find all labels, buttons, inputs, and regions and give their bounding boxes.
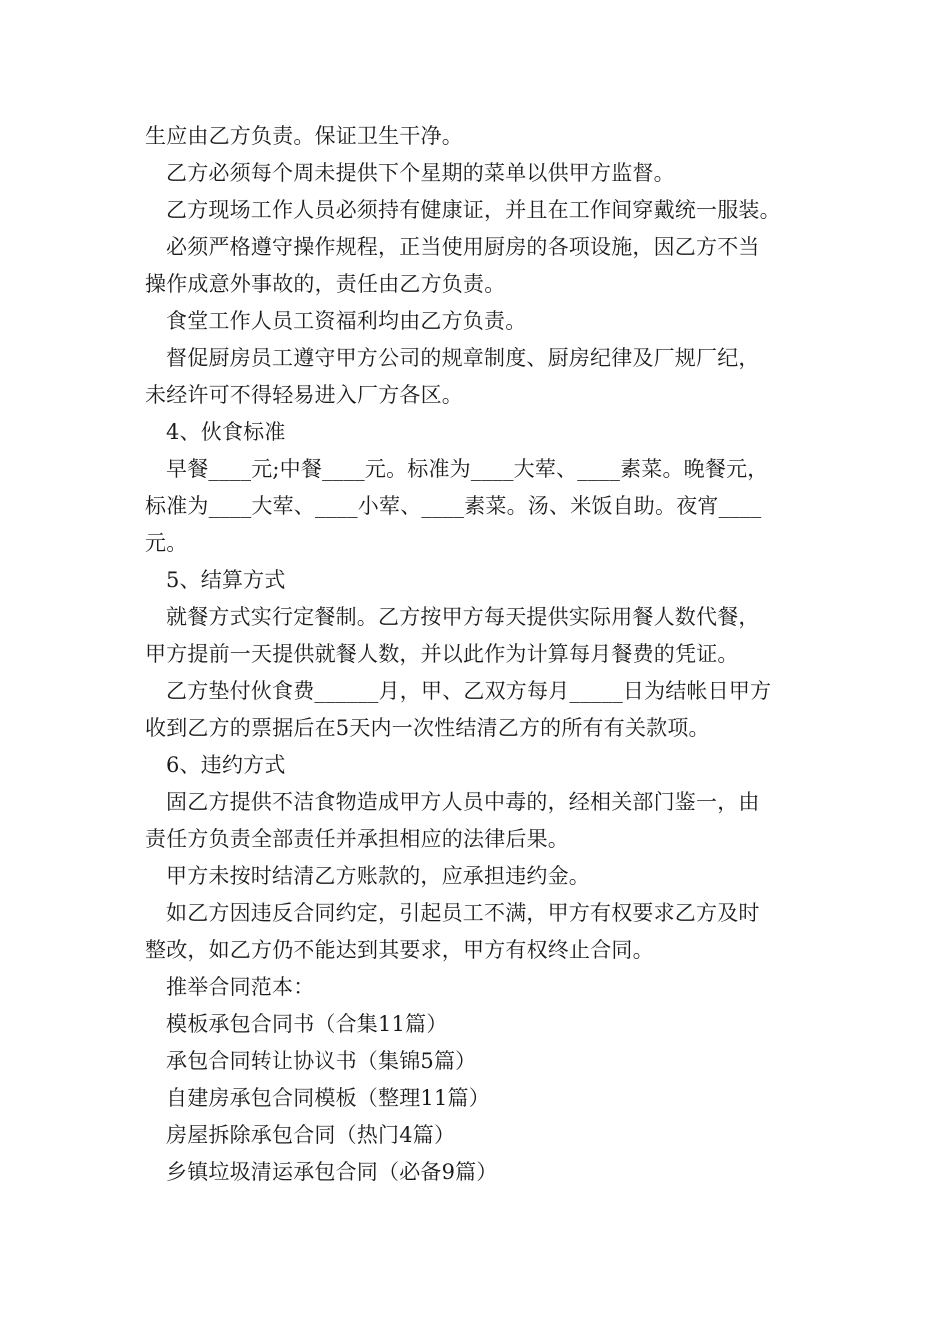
text-line: 标准为____大荤、____小荤、____素菜。汤、米饭自助。夜宵____ xyxy=(145,494,762,518)
text-line: 固乙方提供不洁食物造成甲方人员中毒的，经相关部门鉴一，由 xyxy=(166,790,760,814)
text-line: 乙方必须每个周未提供下个星期的菜单以供甲方监督。 xyxy=(166,161,675,185)
text-line: 甲方提前一天提供就餐人数，并以此作为计算每月餐费的凭证。 xyxy=(145,642,739,666)
text-line: 收到乙方的票据后在5天内一次性结清乙方的所有有关款项。 xyxy=(145,716,710,740)
recommended-contract-item: 自建房承包合同模板（整理11篇） xyxy=(166,1086,490,1110)
text-line: 生应由乙方负责。保证卫生干净。 xyxy=(145,124,463,148)
text-line: 元。 xyxy=(145,531,188,555)
recommended-contract-item: 乡镇垃圾清运承包合同（必备9篇） xyxy=(166,1160,498,1184)
text-line: 督促厨房员工遵守甲方公司的规章制度、厨房纪律及厂规厂纪， xyxy=(166,346,760,370)
recommend-heading: 推举合同范本： xyxy=(166,975,315,999)
text-line: 就餐方式实行定餐制。乙方按甲方每天提供实际用餐人数代餐， xyxy=(166,605,760,629)
text-line: 乙方垫付伙食费______月，甲、乙双方每月_____日为结帐日甲方 xyxy=(166,679,772,703)
section-heading: 4、伙食标准 xyxy=(166,420,286,444)
text-line: 未经许可不得轻易进入厂方各区。 xyxy=(145,383,463,407)
recommended-contract-item: 房屋拆除承包合同（热门4篇） xyxy=(166,1123,456,1147)
text-line: 操作成意外事故的，责任由乙方负责。 xyxy=(145,272,506,296)
text-line: 责任方负责全部责任并承担相应的法律后果。 xyxy=(145,827,569,851)
text-line: 必须严格遵守操作规程，正当使用厨房的各项设施，因乙方不当 xyxy=(166,235,760,259)
text-line: 早餐____元;中餐____元。标准为____大荤、____素菜。晚餐元， xyxy=(166,457,769,481)
section-heading: 6、违约方式 xyxy=(166,753,286,777)
recommended-contract-item: 模板承包合同书（合集11篇） xyxy=(166,1012,448,1036)
recommended-contract-item: 承包合同转让协议书（集锦5篇） xyxy=(166,1049,477,1073)
document-body xyxy=(145,118,810,1191)
text-line: 甲方未按时结清乙方账款的，应承担违约金。 xyxy=(166,864,590,888)
text-line: 乙方现场工作人员必须持有健康证，并且在工作间穿戴统一服装。 xyxy=(166,198,781,222)
text-line: 整改，如乙方仍不能达到其要求，甲方有权终止合同。 xyxy=(145,938,654,962)
text-line: 食堂工作人员工资福利均由乙方负责。 xyxy=(166,309,527,333)
section-heading: 5、结算方式 xyxy=(166,568,286,592)
text-line: 如乙方因违反合同约定，引起员工不满，甲方有权要求乙方及时 xyxy=(166,901,760,925)
